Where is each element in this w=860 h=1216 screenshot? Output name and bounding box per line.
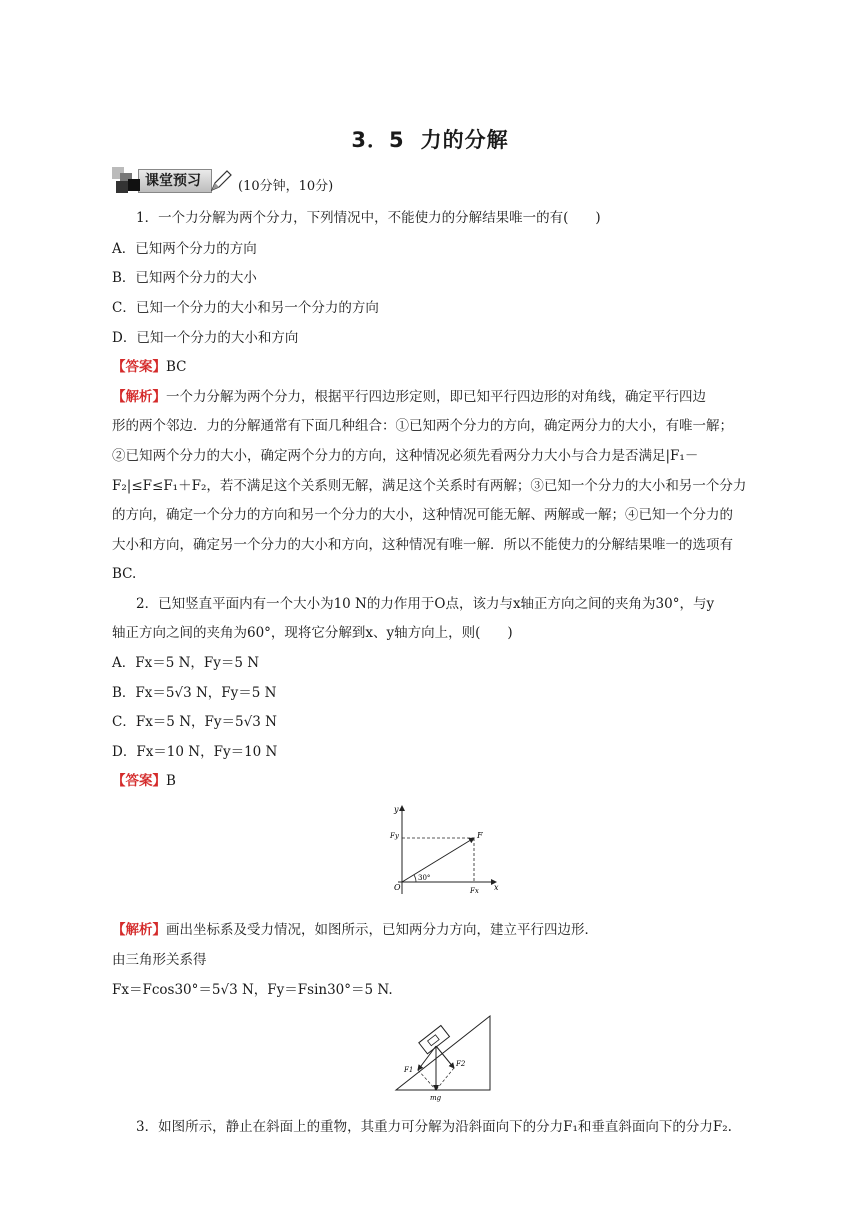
section-timing: (10分钟，10分) (238, 178, 334, 194)
page-title (0, 124, 860, 154)
label-angle: 30° (418, 874, 431, 882)
section-number: 3．5 (351, 128, 405, 152)
pencil-icon (208, 168, 234, 194)
q1-analysis-line-3: ②已知两个分力的大小，确定两个分力的方向，这种情况必须先看两分力大小与合力是否满足|F₁－ (112, 448, 699, 464)
label-o: O (394, 883, 401, 892)
q2-stem-line-1: 2．已知竖直平面内有一个大小为10 N的力作用于O点，该力与x轴正方向之间的夹角为30°，与y (136, 596, 715, 612)
answer-value: BC (166, 359, 187, 375)
q2-option-c: C．Fx＝5 N，Fy＝5√3 N (112, 714, 277, 730)
section-banner: 课堂预习 (138, 169, 212, 193)
analysis-label: 【解析】 (112, 922, 166, 938)
label-f1: F1 (404, 1066, 414, 1074)
dashed-a (418, 1070, 436, 1090)
label-x: x (494, 883, 499, 892)
block (419, 1026, 450, 1054)
label-f2: F2 (456, 1060, 466, 1068)
analysis-label: 【解析】 (112, 389, 166, 405)
q1-analysis-line-4: F₂|≤F≤F₁＋F₂，若不满足这个关系则无解，满足这个关系时有两解；③已知一个分力的大小和另一个分力 (112, 478, 747, 494)
q1-analysis-line-5: 的方向，确定一个分力的方向和另一个分力的大小，这种情况可能无解、两解或一解；④已知一个分力的 (112, 507, 733, 523)
section-header (112, 166, 333, 196)
q2-answer (112, 771, 176, 791)
answer-label: 【答案】 (112, 773, 166, 789)
label-mg: mg (430, 1094, 442, 1102)
incline (396, 1016, 490, 1090)
q2-analysis: 【解析】画出坐标系及受力情况，如图所示，已知两分力方向，建立平行四边形． (112, 922, 598, 938)
q2-stem-line-2: 轴正方向之间的夹角为60°，现将它分解到x、y轴方向上，则( ) (112, 625, 513, 641)
q1-answer (112, 357, 187, 377)
q1-option-d: D．已知一个分力的大小和方向 (112, 330, 299, 346)
dashed-b (436, 1068, 454, 1090)
q1-option-c: C．已知一个分力的大小和另一个分力的方向 (112, 300, 379, 316)
q2-relation: 由三角形关系得 (112, 952, 207, 968)
q1-stem: 1．一个力分解为两个分力，下列情况中，不能使力的分解结果唯一的有( ) (136, 210, 601, 226)
q1-analysis-line-7: BC. (112, 566, 137, 582)
section-title: 力的分解 (420, 128, 509, 152)
q2-option-a: A．Fx＝5 N，Fy＝5 N (112, 655, 260, 671)
force-vector (402, 838, 474, 882)
q1-analysis-line-1: 【解析】一个力分解为两个分力，根据平行四边形定则，即已知平行四边形的对角线，确定平行四边 (112, 389, 706, 405)
q2-option-d: D．Fx＝10 N，Fy＝10 N (112, 744, 278, 760)
squares-icon (112, 167, 144, 195)
q1-option-a: A．已知两个分力的方向 (112, 241, 257, 257)
label-fx: Fx (470, 887, 479, 895)
force-decomposition-figure (386, 798, 506, 898)
answer-value: B (166, 773, 176, 789)
q1-analysis-line-6: 大小和方向，确定另一个分力的大小和方向，这种情况有唯一解．所以不能使力的分解结果唯一的选项有 (112, 537, 733, 553)
q1-analysis-line-2: 形的两个邻边．力的分解通常有下面几种组合：①已知两个分力的方向，确定两分力的大小，有唯一解； (112, 418, 733, 434)
label-y: y (394, 805, 399, 814)
angle-arc (414, 875, 416, 882)
label-f: F (477, 831, 483, 840)
q2-result: Fx＝Fcos30°＝5√3 N，Fy＝Fsin30°＝5 N. (112, 982, 393, 998)
label-fy: Fy (390, 832, 399, 840)
incline-figure (394, 1012, 500, 1102)
q2-option-b: B．Fx＝5√3 N，Fy＝5 N (112, 685, 277, 701)
q3-stem: 3．如图所示，静止在斜面上的重物，其重力可分解为沿斜面向下的分力F₁和垂直斜面向下的分力F₂. (136, 1119, 732, 1135)
answer-label: 【答案】 (112, 359, 166, 375)
q1-option-b: B．已知两个分力的大小 (112, 270, 257, 286)
